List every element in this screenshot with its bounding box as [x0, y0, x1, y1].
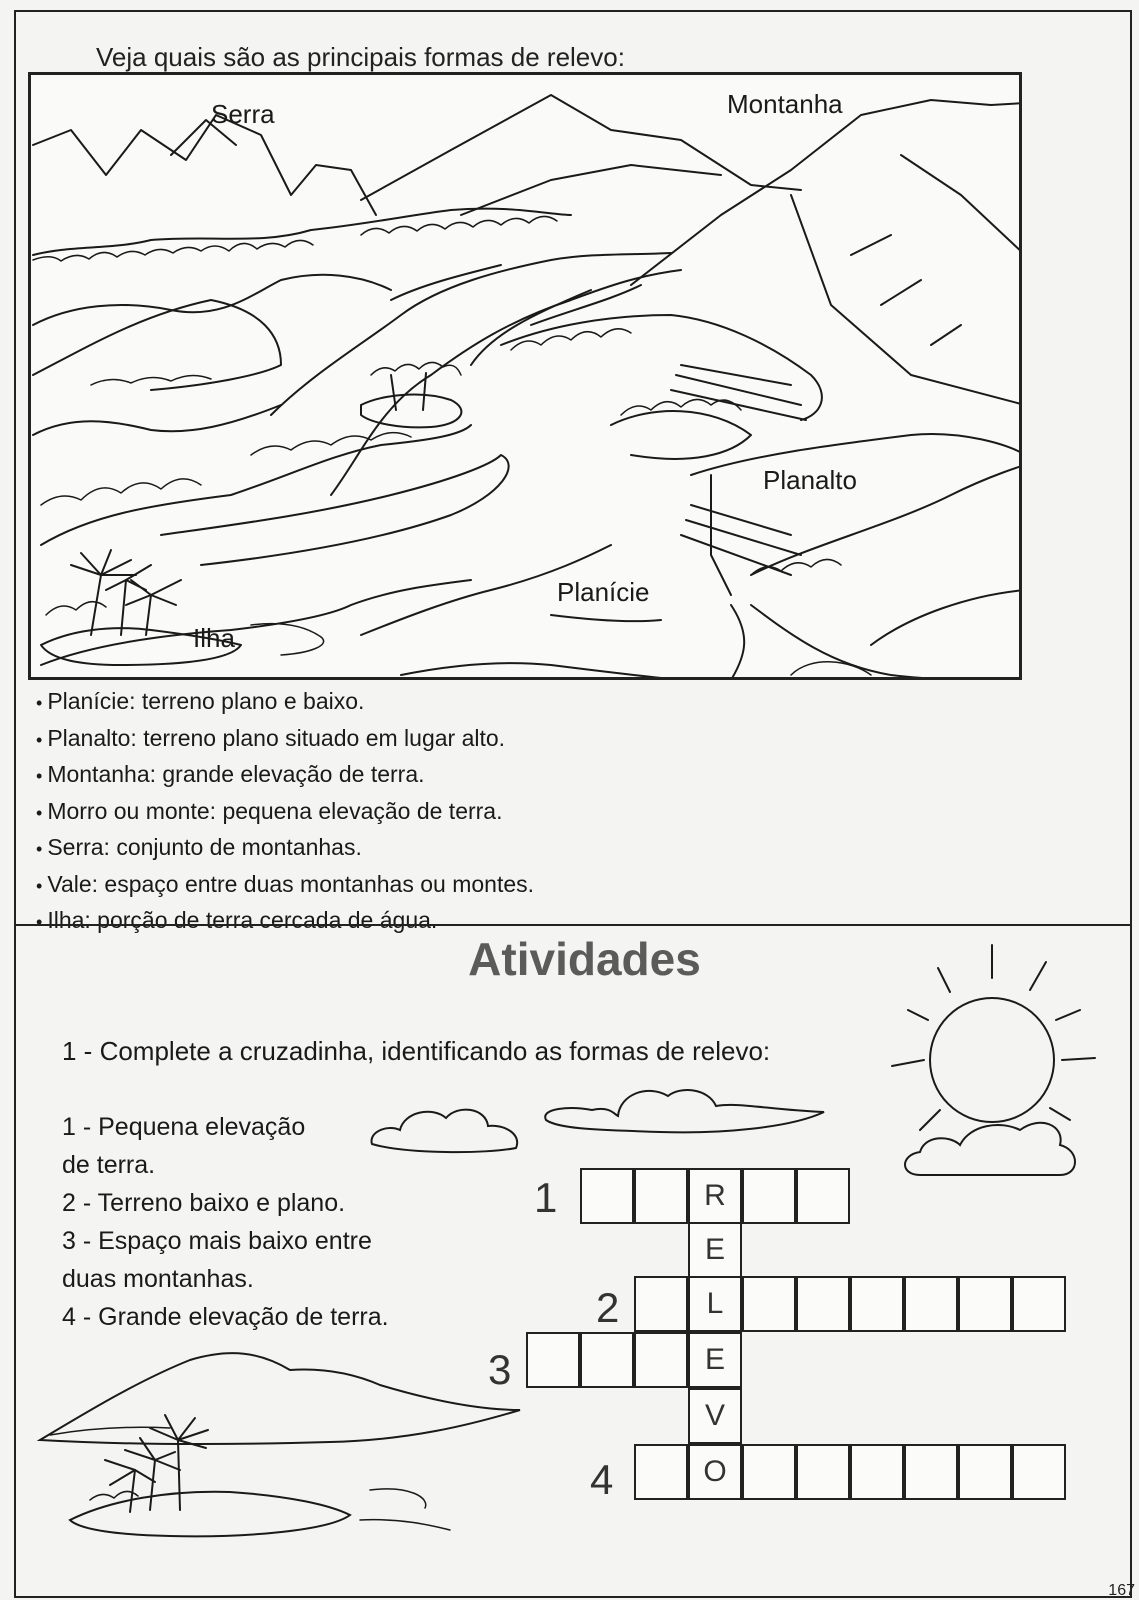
definition-item: • Montanha: grande elevação de terra. [36, 757, 534, 794]
crossword-cell[interactable] [796, 1276, 850, 1332]
row-number-4: 4 [590, 1456, 614, 1503]
cloud-icon [366, 1094, 526, 1158]
label-serra: Serra [211, 99, 275, 129]
clue-line: duas montanhas. [62, 1265, 254, 1293]
row-number-1: 1 [534, 1174, 558, 1221]
activity-instruction: 1 - Complete a cruzadinha, identificando as formas de relevo: [62, 1036, 771, 1066]
island-illustration [30, 1330, 530, 1550]
crossword-cell[interactable] [526, 1332, 580, 1388]
crossword-cell[interactable] [850, 1276, 904, 1332]
crossword-key-cell: L [688, 1276, 742, 1332]
crossword-cell[interactable] [742, 1444, 796, 1500]
label-planicie: Planície [557, 577, 650, 607]
crossword-cell[interactable] [634, 1332, 688, 1388]
crossword-cell[interactable] [796, 1444, 850, 1500]
definition-item: • Morro ou monte: pequena elevação de terra. [36, 794, 534, 831]
crossword-cell[interactable] [1012, 1276, 1066, 1332]
crossword-cell[interactable] [958, 1444, 1012, 1500]
row-number-3: 3 [488, 1346, 512, 1393]
relief-scene [28, 72, 1022, 680]
landscape-drawing [31, 75, 1022, 680]
page-number: 167 [1108, 1582, 1135, 1599]
crossword-cell[interactable] [634, 1168, 688, 1224]
definition-item: • Vale: espaço entre duas montanhas ou montes. [36, 867, 534, 904]
definition-item: • Serra: conjunto de montanhas. [36, 830, 534, 867]
crossword-cell[interactable] [1012, 1444, 1066, 1500]
definition-item: • Ilha: porção de terra cercada de água. [36, 903, 534, 940]
crossword-cell[interactable] [580, 1168, 634, 1224]
crossword-clues [62, 1108, 389, 1336]
label-montanha: Montanha [727, 89, 843, 119]
crossword-cell[interactable] [634, 1276, 688, 1332]
clue-line: 4 - Grande elevação de terra. [62, 1303, 389, 1331]
clue-line: 1 - Pequena elevação [62, 1113, 306, 1141]
label-ilha: Ilha [193, 623, 235, 653]
crossword-cell[interactable] [904, 1444, 958, 1500]
crossword-cell[interactable] [634, 1444, 688, 1500]
crossword-key-cell: R [688, 1168, 742, 1224]
sun-icon [880, 940, 1100, 1190]
cloud-icon [540, 1080, 830, 1142]
crossword-cell[interactable] [850, 1444, 904, 1500]
crossword-cell[interactable] [580, 1332, 634, 1388]
crossword-cell[interactable] [742, 1276, 796, 1332]
definition-item: • Planalto: terreno plano situado em lugar alto. [36, 721, 534, 758]
crossword-key-cell: O [688, 1444, 742, 1500]
clue-line: de terra. [62, 1151, 156, 1179]
label-planalto: Planalto [763, 465, 857, 495]
crossword-key-cell: V [688, 1388, 742, 1444]
activities-title: Atividades [468, 933, 701, 985]
definition-item: • Planície: terreno plano e baixo. [36, 684, 534, 721]
definitions-list [36, 684, 534, 940]
crossword-cell[interactable] [742, 1168, 796, 1224]
intro-text: Veja quais são as principais formas de relevo: [96, 42, 625, 72]
clue-line: 3 - Espaço mais baixo entre [62, 1227, 372, 1255]
crossword-key-cell: E [688, 1222, 742, 1278]
crossword-key-cell: E [688, 1332, 742, 1388]
clue-line: 2 - Terreno baixo e plano. [62, 1189, 346, 1217]
crossword-cell[interactable] [904, 1276, 958, 1332]
crossword-cell[interactable] [958, 1276, 1012, 1332]
section-divider [14, 924, 1132, 926]
crossword-cell[interactable] [796, 1168, 850, 1224]
row-number-2: 2 [596, 1284, 620, 1331]
